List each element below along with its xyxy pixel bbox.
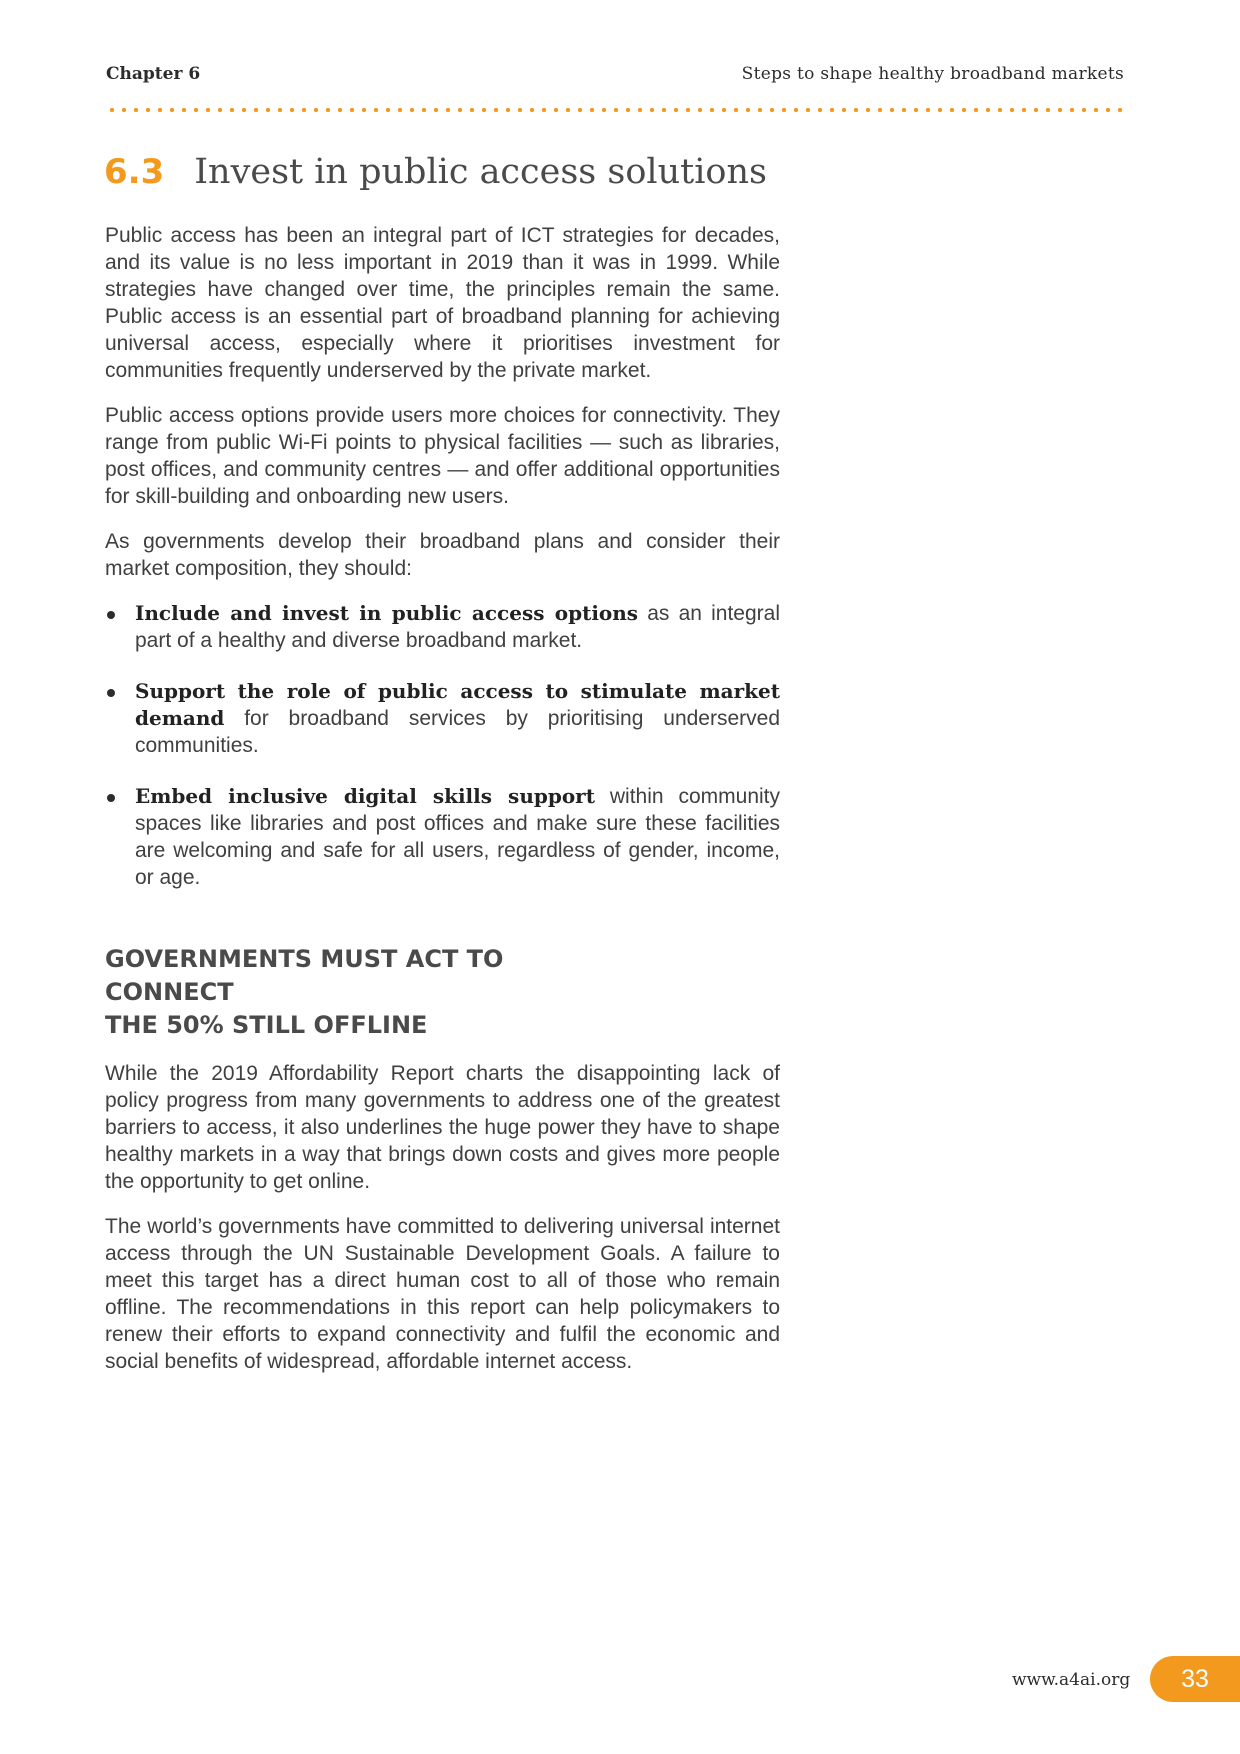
running-title: Steps to shape healthy broadband markets <box>741 64 1124 84</box>
recommendation-item <box>105 600 780 654</box>
bullet-icon <box>107 611 115 619</box>
bullet-icon <box>107 794 115 802</box>
recommendation-item <box>105 678 780 759</box>
section-heading <box>104 152 767 192</box>
subheading-line-1: GOVERNMENTS MUST ACT TO CONNECT <box>105 945 504 1006</box>
footer-url-link[interactable]: www.a4ai.org <box>1012 1670 1131 1690</box>
recommendation-lead: Support the role of public access to stimulate market demand <box>135 679 780 730</box>
recommendation-lead: Embed inclusive digital skills support <box>135 784 595 808</box>
section-number: 6.3 <box>104 152 165 192</box>
recommendation-list <box>105 600 780 891</box>
body-paragraph: Public access has been an integral part of ICT strategies for decades, and its value is no less important in 2019 than it was in 1999. While strategies have changed over time, the principles remain the same. Public access is an essential part of broadband planning for achieving universal access, especially where it prioritises investment for communities frequently underserved by the private market. <box>105 224 780 382</box>
subheading <box>105 943 625 1042</box>
body-paragraph: Public access options provide users more choices for connectivity. They range from public Wi-Fi points to physical facilities — such as libraries, post offices, and community centres — and offer additional opportunities for skill-building and onboarding new users. <box>105 404 780 508</box>
recommendation-text: as an integral part of a healthy and diverse broadband market. <box>135 602 781 652</box>
closing-paragraph: While the 2019 Affordability Report charts the disappointing lack of policy progress from many governments to address one of the greatest barriers to access, it also underlines the huge power they have to shape healthy markets in a way that brings down costs and gives more people the opportunity to get online. <box>105 1062 780 1193</box>
chapter-label: Chapter 6 <box>106 64 201 84</box>
closing-paragraph: The world’s governments have committed to delivering universal internet access through the UN Sustainable Development Goals. A failure to meet this target has a direct human cost to all of those who remain offline. The recommendations in this report can help policymakers to renew their efforts to expand connectivity and fulfil the economic and social benefits of widespread, affordable internet access. <box>105 1215 780 1373</box>
recommendation-text: for broadband services by prioritising underserved communities. <box>135 707 780 757</box>
subheading-line-2: THE 50% STILL OFFLINE <box>105 1011 428 1039</box>
header-divider <box>106 108 1126 112</box>
bullet-icon <box>107 689 115 697</box>
recommendation-text: within community spaces like libraries and post offices and make sure these facilities are welcoming and safe for all users, regardless of gender, income, or age. <box>135 785 780 889</box>
body-content <box>105 222 780 1393</box>
recommendation-lead: Include and invest in public access options <box>135 601 639 625</box>
recommendation-item <box>105 783 780 891</box>
body-paragraph: As governments develop their broadband plans and consider their market composition, they should: <box>105 530 780 580</box>
section-title: Invest in public access solutions <box>194 152 768 192</box>
page-number-tab: 33 <box>1150 1656 1240 1702</box>
